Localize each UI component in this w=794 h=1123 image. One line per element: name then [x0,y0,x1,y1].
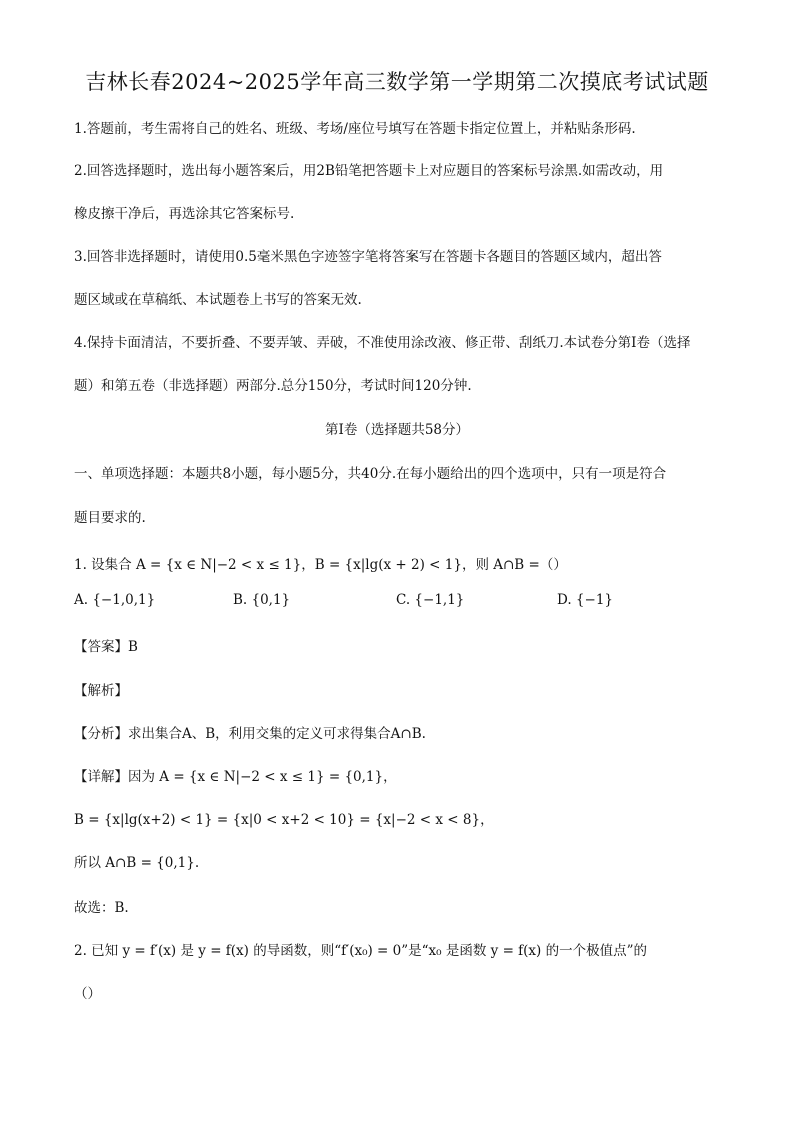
question-1-option-b: B. {0,1} [233,592,291,608]
instruction-4: 4.保持卡面清洁，不要折叠、不要弄皱、弄破，不准使用涂改液、修正带、刮纸刀.本试卷分第Ⅰ卷（选择 [74,335,691,351]
question-1-detail-3: 所以 A∩B = {0,1}. [74,855,200,871]
question-1-option-c: C. {−1,1} [396,592,465,608]
exam-title: 吉林长春2024~2025学年高三数学第一学期第二次摸底考试试题 [85,70,709,94]
question-1-detail-1: 【详解】因为 A = {x ∈ N|−2 < x ≤ 1} = {0,1}， [74,769,397,785]
question-1-stem: 1. 设集合 A = {x ∈ N|−2 < x ≤ 1}，B = {x|lg(x + 2) < 1}，则 A∩B =（） [74,557,567,573]
question-1-analysis-label: 【解析】 [74,683,128,699]
question-1-analysis: 【分析】求出集合A、B，利用交集的定义可求得集合A∩B. [74,726,426,742]
question-2-stem: 2. 已知 y = f′(x) 是 y = f(x) 的导函数，则“f′(x₀) = 0”是“x₀ 是函数 y = f(x) 的一个极值点”的 [74,943,648,959]
part-intro-cont: 题目要求的. [74,510,146,526]
instruction-2-cont: 橡皮擦干净后，再选涂其它答案标号. [74,206,295,222]
instruction-3-cont: 题区域或在草稿纸、本试题卷上书写的答案无效. [74,292,362,308]
question-1-option-d: D. {−1} [557,592,614,608]
instruction-1: 1.答题前，考生需将自己的姓名、班级、考场/座位号填写在答题卡指定位置上，并粘贴条形码. [74,121,636,137]
section-heading: 第Ⅰ卷（选择题共58分） [324,422,469,438]
instruction-3: 3.回答非选择题时，请使用0.5毫米黑色字迹签字笔将答案写在答题卡各题目的答题区域内，超出答 [74,249,662,265]
question-2-stem-cont: （） [74,986,101,1002]
question-1-detail-2: B = {x|lg(x+2) < 1} = {x|0 < x+2 < 10} = {x|−2 < x < 8}， [74,812,494,828]
question-1-choice: 故选：B. [74,900,129,916]
question-1-option-a: A. {−1,0,1} [74,592,156,608]
instruction-4-cont: 题）和第五卷（非选择题）两部分.总分150分，考试时间120分钟. [74,378,472,394]
question-1-answer: 【答案】B [74,639,138,655]
part-intro: 一、单项选择题：本题共8小题，每小题5分，共40分.在每小题给出的四个选项中，只有一项是符合 [74,466,667,482]
instruction-2: 2.回答选择题时，选出每小题答案后，用2B铅笔把答题卡上对应题目的答案标号涂黑.如需改动，用 [74,163,664,179]
